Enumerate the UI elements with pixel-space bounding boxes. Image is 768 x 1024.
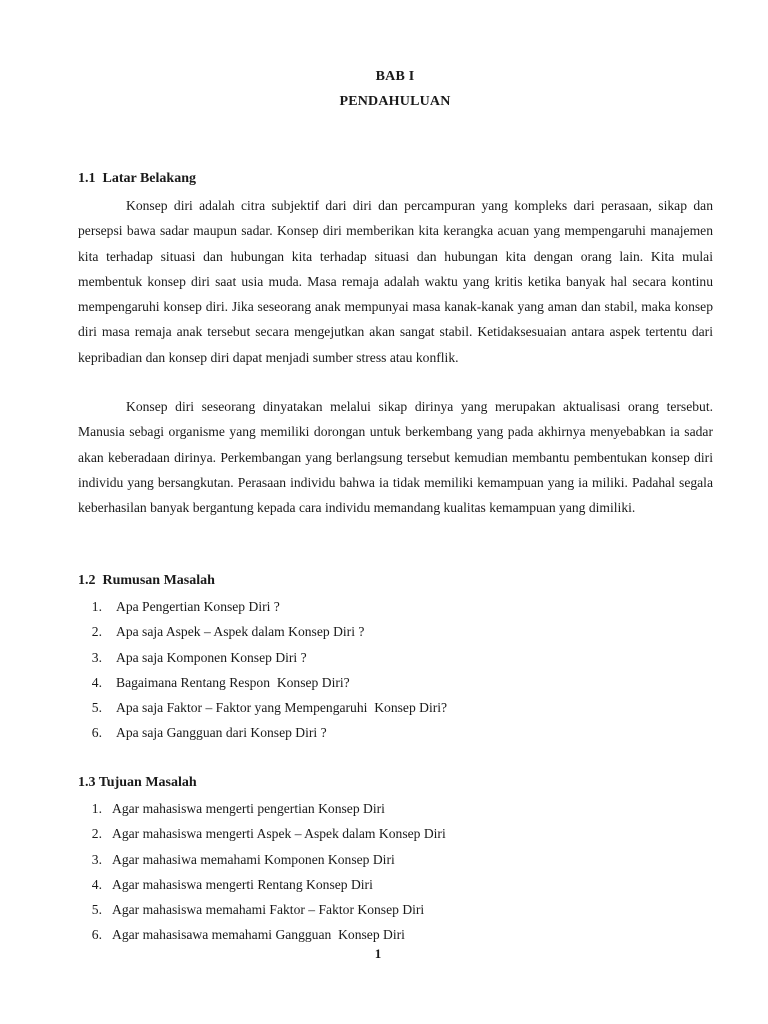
list-item — [78, 670, 447, 695]
list-item — [78, 619, 447, 644]
paragraph-latar-2: Konsep diri seseorang dinyatakan melalui sikap dirinya yang merupakan aktualisasi orang tersebut. Manusia sebagi organisme yang memiliki dorongan untuk berkembang yang pada akhirnya menyebabkan ia sadar akan keberadaan dirinya. Perkembangan yang berlangsung tersebut kemudian membantu pembentukan konsep diri individu yang bersangkutan. Perasaan individu bahwa ia tidak memiliki kemampuan yang ia miliki. Padahal segala keberhasilan banyak bergantung kepada cara individu memandang kualitas kemampuan yang dimiliki. — [78, 399, 713, 516]
list-item-number: 3. — [91, 851, 102, 867]
rumusan-masalah-list — [78, 594, 447, 746]
list-item — [78, 594, 447, 619]
list-item — [78, 720, 447, 745]
list-item-number: 3. — [91, 649, 102, 665]
list-item-text: Agar mahasisawa memahami Gangguan Konsep Diri — [112, 927, 405, 943]
list-item-number: 5. — [91, 902, 102, 918]
list-item — [78, 821, 446, 846]
list-item — [78, 847, 446, 872]
section-heading-latar-belakang: 1.1 Latar Belakang — [78, 171, 196, 186]
tujuan-masalah-list — [78, 796, 446, 948]
list-item-number: 2. — [91, 826, 102, 842]
list-item-number: 2. — [91, 624, 102, 640]
list-item-number: 6. — [91, 927, 102, 943]
paragraph-latar-1: Konsep diri adalah citra subjektif dari diri dan percampuran yang kompleks dari perasaan, sikap dan persepsi bawa sadar maupun sadar. Konsep diri memberikan kita kerangka acuan yang mempengaruhi manajemen kita terhadap situasi dan hubungan kita terhadap situasi dan hubungan kita dengan orang lain. Kita mulai membentuk konsep diri saat usia muda. Masa remaja adalah waktu yang kritis ketika banyak hal secara kontinu mempengaruhi konsep diri. Jika seseorang anak mempunyai masa kanak-kanak yang aman dan stabil, maka konsep diri masa remaja anak tersebut secara mengejutkan akan sangat stabil. Ketidaksesuaian antara aspek tertentu dari kepribadian dan konsep diri dapat menjadi sumber stress atau konflik. — [78, 198, 713, 365]
section-heading-rumusan-masalah: 1.2 Rumusan Masalah — [78, 573, 215, 588]
list-item-text: Agar mahasiswa memahami Faktor – Faktor Konsep Diri — [112, 902, 425, 918]
list-item-text: Apa saja Faktor – Faktor yang Mempengaruhi Konsep Diri? — [116, 700, 448, 716]
chapter-label: BAB I — [375, 69, 415, 84]
list-item-number: 1. — [91, 801, 102, 816]
list-item — [78, 922, 446, 947]
list-item-number: 6. — [91, 725, 102, 741]
list-item — [78, 695, 447, 720]
list-item-number: 1. — [91, 599, 102, 614]
list-item — [78, 897, 446, 922]
page-number: 1 — [374, 946, 382, 961]
list-item-number: 4. — [91, 876, 102, 892]
list-item — [78, 645, 447, 670]
list-item-text: Apa saja Komponen Konsep Diri ? — [116, 649, 307, 665]
list-item-text: Agar mahasiwa memahami Komponen Konsep Diri — [112, 851, 395, 867]
list-item-text: Apa Pengertian Konsep Diri ? — [116, 599, 280, 614]
list-item-text: Agar mahasiswa mengerti Rentang Konsep Diri — [112, 876, 373, 892]
list-item — [78, 872, 446, 897]
list-item-text: Agar mahasiswa mengerti Aspek – Aspek dalam Konsep Diri — [112, 826, 446, 842]
list-item-number: 4. — [91, 674, 102, 690]
list-item-text: Apa saja Aspek – Aspek dalam Konsep Diri ? — [116, 624, 365, 640]
list-item-text: Apa saja Gangguan dari Konsep Diri ? — [116, 725, 327, 741]
list-item-text: Bagaimana Rentang Respon Konsep Diri? — [116, 674, 350, 690]
chapter-title: PENDAHULUAN — [339, 94, 451, 109]
list-item-number: 5. — [91, 700, 102, 716]
list-item-text: Agar mahasiswa mengerti pengertian Konsep Diri — [112, 801, 385, 816]
section-heading-tujuan-masalah: 1.3 Tujuan Masalah — [78, 775, 197, 790]
list-item — [78, 796, 446, 821]
